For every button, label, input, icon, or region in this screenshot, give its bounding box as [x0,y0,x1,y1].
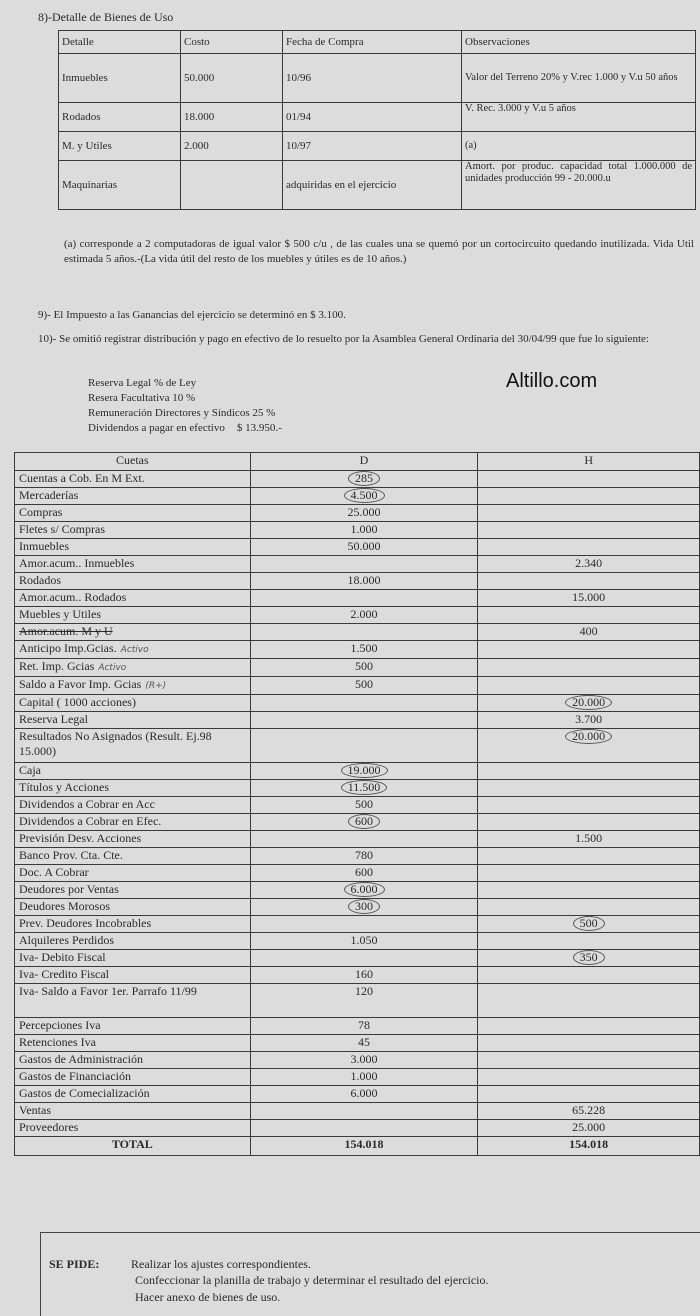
cuenta-name [15,1018,251,1035]
cuenta-name-text: Compras [19,505,63,519]
cuenta-name [15,624,251,641]
cuenta-debe [250,1086,478,1103]
cuenta-name [15,916,251,933]
cuenta-debe [250,797,478,814]
cuenta-haber [478,780,700,797]
cuenta-debe [250,712,478,729]
cuenta-debe [250,950,478,967]
cuentas-row [15,1103,700,1120]
cuenta-haber [478,848,700,865]
cuentas-row [15,1120,700,1137]
cuenta-debe-value: 600 [348,814,380,829]
section-10-item-label: Reserva Legal % de Ley [88,377,197,389]
cuenta-haber [478,967,700,984]
cuenta-name-text: Gastos de Financiación [19,1069,131,1083]
cuenta-name-text: Gastos de Administración [19,1052,143,1066]
bienes-costo: 50.000 [181,54,283,103]
cuenta-debe [250,1069,478,1086]
cuenta-debe [250,573,478,590]
cuenta-name-text: Proveedores [19,1120,79,1134]
cuenta-debe-value: 18.000 [347,573,381,587]
cuenta-debe [250,984,478,1018]
cuenta-haber [478,865,700,882]
bienes-header-fecha: Fecha de Compra [283,31,462,54]
bienes-detalle: M. y Utiles [59,132,181,161]
cuenta-name [15,1069,251,1086]
cuenta-name [15,831,251,848]
bienes-fecha: adquiridas en el ejercicio [283,161,462,210]
cuenta-haber [478,573,700,590]
cuentas-header-haber: H [478,453,700,471]
cuentas-row [15,933,700,950]
cuenta-haber [478,831,700,848]
section-10-item-label: Dividendos a pagar en efectivo [88,422,225,434]
cuenta-name [15,763,251,780]
cuenta-debe-value: 50.000 [347,539,381,553]
bienes-observaciones: V. Rec. 3.000 y V.u 5 años [462,103,696,132]
cuentas-row [15,916,700,933]
cuentas-row [15,967,700,984]
cuentas-row [15,505,700,522]
cuenta-haber [478,797,700,814]
cuenta-name-text: Saldo a Favor Imp. Gcias [19,677,142,691]
cuenta-name-text: Mercaderías [19,488,79,502]
cuentas-row [15,488,700,505]
cuenta-name [15,522,251,539]
cuentas-total-haber: 154.018 [478,1137,700,1156]
cuenta-name [15,556,251,573]
cuenta-name-text: Dividendos a Cobrar en Acc [19,797,155,811]
cuenta-name-text: Rodados [19,573,61,587]
cuenta-name [15,590,251,607]
handwritten-annotation: Activo [98,663,127,673]
cuentas-row [15,641,700,659]
cuenta-debe-value: 120 [355,984,374,998]
cuenta-haber-value: 20.000 [565,729,612,744]
cuenta-haber [478,1052,700,1069]
cuenta-name-text: Iva- Credito Fiscal [19,967,109,981]
cuentas-row [15,1052,700,1069]
cuenta-name-text: Títulos y Acciones [19,780,109,794]
cuentas-row [15,882,700,899]
section-10-item-label: Resera Facultativa 10 % [88,392,196,404]
cuentas-row [15,797,700,814]
bienes-detalle: Rodados [59,103,181,132]
cuenta-debe [250,814,478,831]
se-pide-item: Hacer anexo de bienes de uso. [135,1290,281,1304]
cuenta-debe-value: 2.000 [350,607,378,621]
cuenta-debe-value: 25.000 [347,505,381,519]
cuenta-debe-value: 6.000 [344,882,385,897]
cuenta-haber-value: 15.000 [572,590,606,604]
cuenta-name [15,933,251,950]
cuenta-name-text: Ventas [19,1103,51,1117]
cuentas-row [15,1086,700,1103]
cuentas-row [15,556,700,573]
cuenta-debe [250,607,478,624]
bienes-row [59,54,696,103]
cuenta-debe-value: 1.000 [350,1069,378,1083]
bienes-header-row [59,31,696,54]
cuenta-haber [478,1069,700,1086]
cuenta-name-text: Capital ( 1000 acciones) [19,695,136,709]
cuenta-name [15,712,251,729]
bienes-costo: 2.000 [181,132,283,161]
cuenta-debe [250,1035,478,1052]
cuenta-name-text: Amor.acum.. Rodados [19,590,127,604]
cuenta-haber-value: 2.340 [575,556,603,570]
cuenta-name [15,607,251,624]
handwritten-annotation: (R+) [145,681,167,691]
cuenta-haber [478,1086,700,1103]
bienes-detalle: Maquinarias [59,161,181,210]
cuenta-debe-value: 285 [348,471,380,486]
cuenta-haber [478,556,700,573]
cuenta-name-text: Cuentas a Cob. En M Ext. [19,471,145,485]
cuenta-debe [250,848,478,865]
cuenta-name-text: Amor.acum. M y U [19,624,113,638]
cuenta-debe [250,865,478,882]
cuenta-haber-value: 65.228 [572,1103,606,1117]
cuenta-debe [250,780,478,797]
cuenta-haber [478,505,700,522]
bienes-observaciones: Valor del Terreno 20% y V.rec 1.000 y V.u 50 años [462,54,696,103]
cuenta-haber [478,624,700,641]
cuenta-haber [478,677,700,695]
cuenta-debe [250,899,478,916]
cuentas-header-name: Cuetas [15,453,251,471]
cuenta-debe [250,695,478,712]
section-10-item-amount: $ 13.950.- [236,422,282,434]
cuentas-row [15,831,700,848]
cuentas-row [15,677,700,695]
section-10-item [88,406,488,421]
cuenta-debe-value: 1.000 [350,522,378,536]
cuentas-row [15,607,700,624]
cuentas-header-debe: D [250,453,478,471]
cuenta-name [15,814,251,831]
cuentas-row [15,763,700,780]
cuenta-name [15,677,251,695]
cuenta-name [15,1052,251,1069]
cuenta-debe [250,763,478,780]
cuentas-body [15,471,700,1137]
cuenta-haber [478,763,700,780]
cuenta-name-text: Deudores por Ventas [19,882,119,896]
cuenta-debe-value: 78 [358,1018,371,1032]
cuenta-haber [478,950,700,967]
cuenta-name-text: Amor.acum.. Inmuebles [19,556,135,570]
cuenta-name-text: Doc. A Cobrar [19,865,89,879]
cuenta-haber [478,882,700,899]
cuenta-name [15,695,251,712]
cuentas-row [15,1018,700,1035]
cuenta-name-text: Iva- Debito Fiscal [19,950,106,964]
cuenta-debe-value: 1.050 [350,933,378,947]
bienes-row [59,161,696,210]
se-pide-item: Confeccionar la planilla de trabajo y determinar el resultado del ejercicio. [135,1273,489,1287]
cuenta-haber-value: 20.000 [565,695,612,710]
section-10-item-label: Remuneración Directores y Síndicos 25 % [88,407,276,419]
cuenta-name [15,539,251,556]
cuenta-haber-value: 1.500 [575,831,603,845]
cuentas-row [15,624,700,641]
cuenta-name [15,780,251,797]
cuenta-haber [478,1035,700,1052]
cuentas-row [15,1035,700,1052]
cuentas-row [15,865,700,882]
cuenta-haber-value: 500 [573,916,605,931]
cuenta-debe-value: 160 [355,967,374,981]
section-10-item [88,421,488,436]
cuenta-debe [250,590,478,607]
cuentas-row [15,1069,700,1086]
cuenta-name-text: Banco Prov. Cta. Cte. [19,848,123,862]
cuentas-row [15,950,700,967]
section-10-list [88,376,488,436]
cuenta-debe-value: 11.500 [341,780,388,795]
cuenta-debe [250,677,478,695]
section-8-title: 8)-Detalle de Bienes de Uso [38,10,174,24]
cuenta-debe-value: 6.000 [350,1086,378,1100]
cuenta-haber [478,984,700,1018]
handwritten-annotation: Activo [120,645,149,655]
section-9-text: 9)- El Impuesto a las Ganancias del ejercicio se determinó en $ 3.100. [38,309,346,321]
cuenta-haber [478,712,700,729]
cuentas-row [15,848,700,865]
cuentas-row [15,590,700,607]
cuentas-row [15,984,700,1018]
cuenta-debe [250,488,478,505]
cuenta-debe [250,641,478,659]
section-10-text: 10)- Se omitió registrar distribución y pago en efectivo de lo resuelto por la Asamblea General Ordinaria del 30/04/99 que fue lo siguiente: [38,333,649,345]
cuenta-haber [478,695,700,712]
cuenta-debe [250,1052,478,1069]
cuenta-name-text: Reserva Legal [19,712,88,726]
cuenta-haber-value: 350 [573,950,605,965]
cuenta-debe-value: 1.500 [350,641,378,655]
cuenta-debe-value: 780 [355,848,374,862]
bienes-detalle: Inmuebles [59,54,181,103]
cuentas-row [15,522,700,539]
cuenta-debe [250,539,478,556]
cuenta-name [15,659,251,677]
cuenta-name-text: Dividendos a Cobrar en Efec. [19,814,162,828]
cuenta-name [15,641,251,659]
se-pide-box [40,1232,700,1316]
cuenta-name-text: Caja [19,763,41,777]
cuentas-row [15,899,700,916]
cuenta-name [15,1086,251,1103]
cuenta-name-text: Ret. Imp. Gcias [19,659,95,673]
cuentas-row [15,539,700,556]
cuenta-debe [250,624,478,641]
cuenta-haber [478,590,700,607]
cuenta-debe [250,933,478,950]
cuenta-debe [250,505,478,522]
cuenta-name-text: Prev. Deudores Incobrables [19,916,152,930]
cuenta-name [15,573,251,590]
cuenta-debe [250,831,478,848]
bienes-observaciones: (a) [462,132,696,161]
cuenta-haber [478,814,700,831]
cuenta-debe-value: 3.000 [350,1052,378,1066]
bienes-note: (a) corresponde a 2 computadoras de igual valor $ 500 c/u , de las cuales una se quemó por un cortocircuito quedando inutilizada. Vida Util estimada 5 años.-(La vida útil del resto de los muebles y útiles es de 10 años.) [64,238,694,265]
cuenta-name [15,882,251,899]
cuenta-debe-value: 300 [348,899,380,914]
cuenta-debe [250,1018,478,1035]
cuenta-name-text: Iva- Saldo a Favor 1er. Parrafo 11/99 [19,984,197,998]
cuenta-name-text: Retenciones Iva [19,1035,96,1049]
cuenta-debe [250,659,478,677]
cuenta-name-text: Resultados No Asignados (Result. Ej.98 15.000) [19,729,212,758]
bienes-row [59,132,696,161]
cuenta-debe-value: 500 [355,659,374,673]
bienes-fecha: 01/94 [283,103,462,132]
cuenta-haber [478,641,700,659]
cuenta-haber [478,539,700,556]
cuenta-haber [478,1120,700,1137]
cuenta-haber [478,1018,700,1035]
cuenta-debe [250,522,478,539]
cuentas-row [15,695,700,712]
cuenta-name-text: Previsión Desv. Acciones [19,831,142,845]
cuenta-debe-value: 500 [355,797,374,811]
cuenta-debe [250,471,478,488]
cuenta-name [15,1120,251,1137]
cuenta-haber-value: 3.700 [575,712,603,726]
cuenta-haber [478,471,700,488]
se-pide-label: SE PIDE: [49,1257,100,1271]
cuenta-name [15,848,251,865]
cuenta-name [15,984,251,1018]
cuenta-name [15,471,251,488]
cuentas-row [15,780,700,797]
cuenta-haber-value: 400 [579,624,598,638]
cuentas-row [15,712,700,729]
cuenta-debe-value: 45 [358,1035,371,1049]
cuenta-name [15,505,251,522]
cuenta-haber [478,1103,700,1120]
cuenta-debe [250,729,478,763]
bienes-row [59,103,696,132]
bienes-header-costo: Costo [181,31,283,54]
cuenta-name-text: Deudores Morosos [19,899,110,913]
cuentas-header-row [15,453,700,471]
cuenta-haber [478,916,700,933]
bienes-fecha: 10/97 [283,132,462,161]
section-10-item [88,376,488,391]
cuenta-name-text: Fletes s/ Compras [19,522,105,536]
cuenta-name-text: Inmuebles [19,539,69,553]
cuenta-debe [250,916,478,933]
cuenta-haber [478,607,700,624]
cuenta-name [15,797,251,814]
cuentas-row [15,729,700,763]
cuenta-name-text: Muebles y Utiles [19,607,101,621]
cuenta-name [15,488,251,505]
section-10-item [88,391,488,406]
cuenta-debe [250,1120,478,1137]
cuenta-haber [478,522,700,539]
cuenta-name [15,899,251,916]
se-pide-item: Realizar los ajustes correspondientes. [131,1257,311,1271]
cuentas-row [15,471,700,488]
cuenta-haber [478,899,700,916]
cuenta-name [15,967,251,984]
bienes-fecha: 10/96 [283,54,462,103]
bienes-de-uso-table [58,30,696,210]
bienes-observaciones: Amort. por produc. capacidad total 1.000.000 de unidades producción 99 - 20.000.u [462,161,696,210]
cuentas-row [15,573,700,590]
cuenta-name [15,729,251,763]
cuenta-name [15,950,251,967]
bienes-header-observaciones: Observaciones [462,31,696,54]
cuentas-total-row [15,1137,700,1156]
cuentas-total-label: TOTAL [15,1137,251,1156]
cuenta-debe [250,882,478,899]
cuenta-name-text: Anticipo Imp.Gcias. [19,641,117,655]
watermark: Altillo.com [506,370,598,392]
cuenta-name [15,865,251,882]
cuentas-row [15,659,700,677]
cuenta-haber [478,488,700,505]
cuenta-debe-value: 500 [355,677,374,691]
bienes-costo: 18.000 [181,103,283,132]
cuenta-haber [478,933,700,950]
cuenta-haber [478,659,700,677]
bienes-header-detalle: Detalle [59,31,181,54]
cuenta-haber [478,729,700,763]
cuentas-row [15,814,700,831]
cuenta-name-text: Gastos de Comecialización [19,1086,150,1100]
cuentas-table [14,452,700,1156]
cuenta-debe [250,967,478,984]
cuenta-debe-value: 600 [355,865,374,879]
cuenta-name-text: Percepciones Iva [19,1018,101,1032]
cuenta-debe-value: 4.500 [344,488,385,503]
cuentas-total-debe: 154.018 [250,1137,478,1156]
cuenta-debe-value: 19.000 [341,763,388,778]
cuenta-haber-value: 25.000 [572,1120,606,1134]
bienes-costo [181,161,283,210]
cuenta-name-text: Alquileres Perdidos [19,933,114,947]
cuenta-debe [250,1103,478,1120]
cuenta-name [15,1103,251,1120]
cuenta-name [15,1035,251,1052]
cuenta-debe [250,556,478,573]
